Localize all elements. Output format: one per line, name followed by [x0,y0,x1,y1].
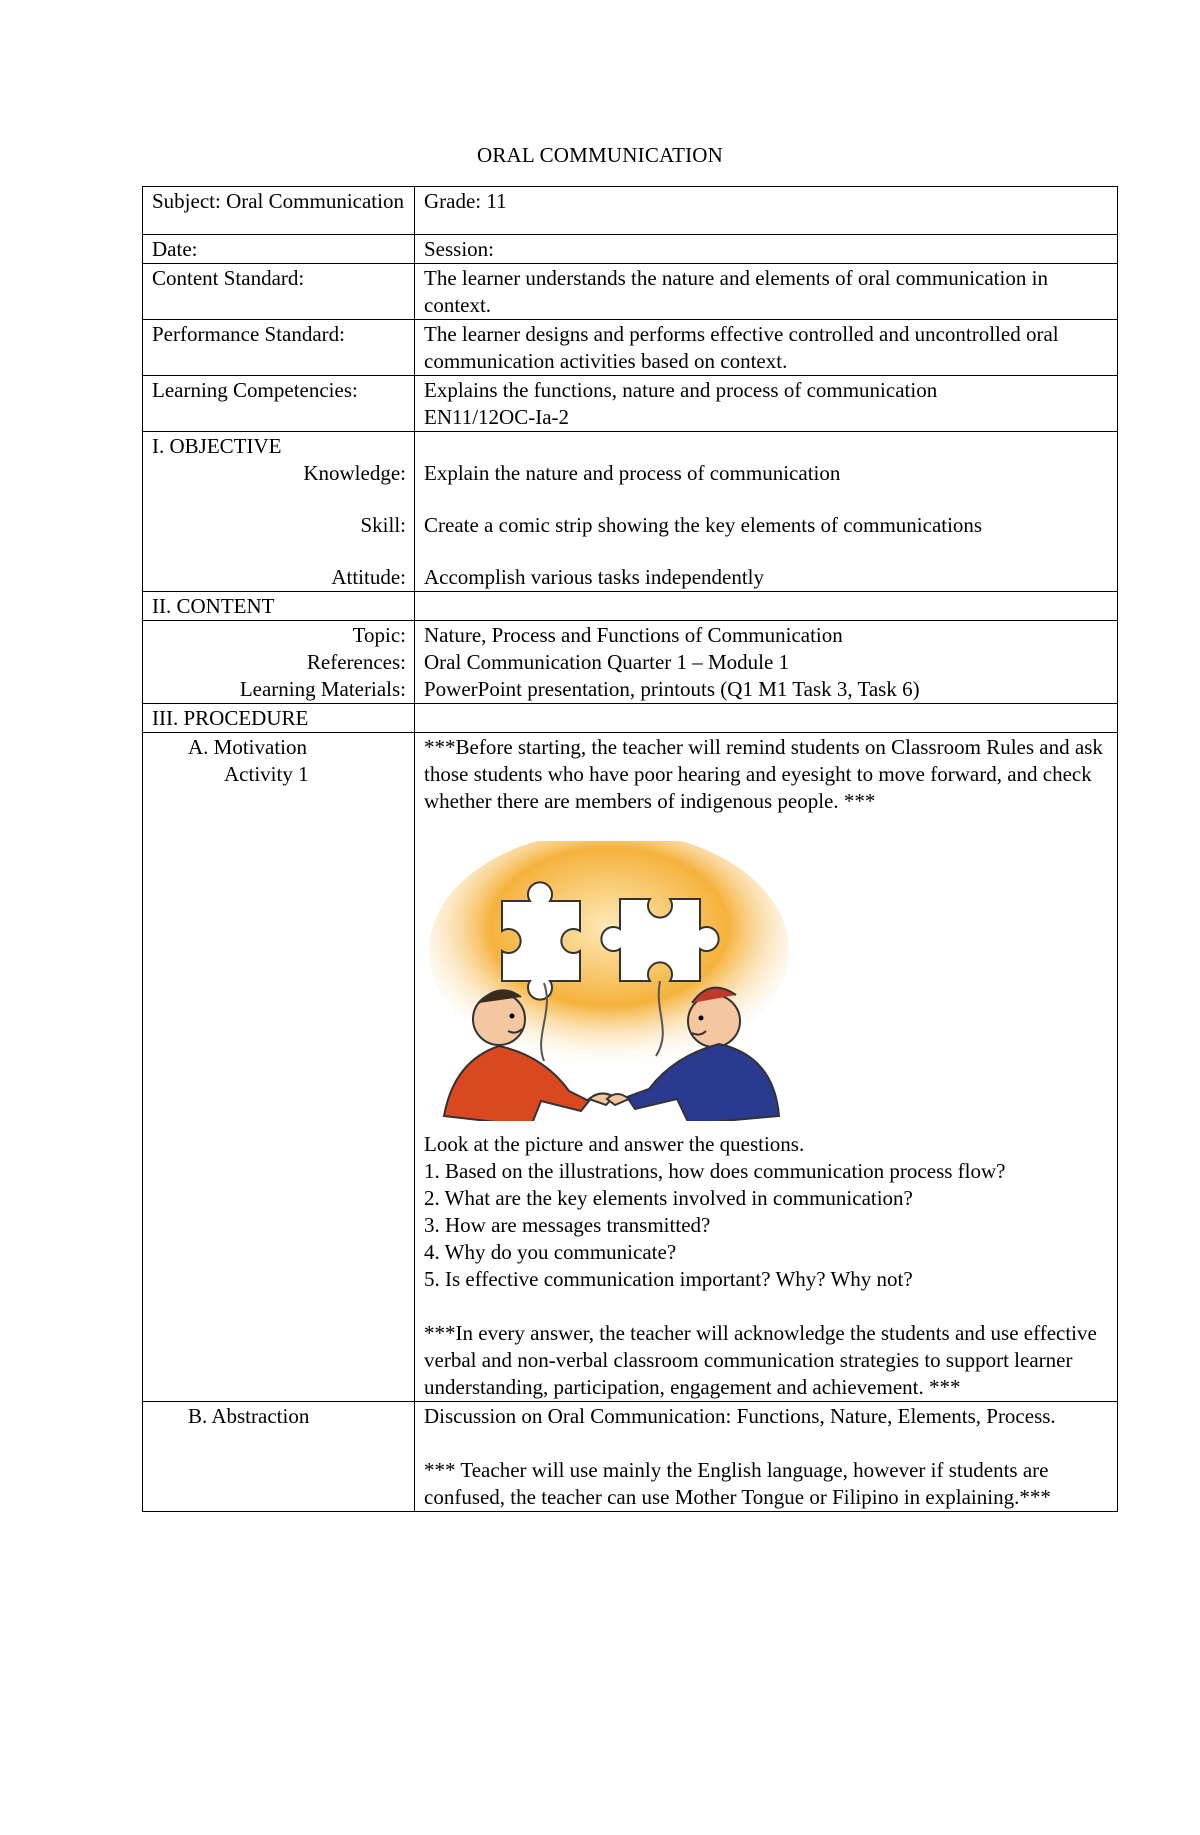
list-item-question-2: 2. What are the key elements involved in communication? [424,1186,913,1210]
answer-note: ***In every answer, the teacher will acknowledge the students and use effective verbal and non-verbal classroom communication strategies to support learner understanding, participation, engagement and achievement. *** [424,1321,1097,1399]
competencies-label: Learning Competencies: [143,376,415,432]
list-item-question-1: 1. Based on the illustrations, how does communication process flow? [424,1159,1006,1183]
materials-label: Learning Materials: [239,677,406,701]
skill-label: Skill: [360,513,406,537]
competencies-text: Explains the functions, nature and process of communication [424,378,938,402]
attitude-text: Accomplish various tasks independently [424,565,765,589]
knowledge-label: Knowledge: [303,461,406,485]
motivation-text-cell [415,733,1118,1402]
abstraction-label: B. Abstraction [188,1404,310,1428]
abstraction-label-cell [143,1402,415,1512]
objective-labels-cell [143,432,415,592]
table-row-performance-standard [143,320,1118,376]
competencies-code: EN11/12OC-Ia-2 [424,405,570,429]
materials-text: PowerPoint presentation, printouts (Q1 M1 Task 3, Task 6) [424,677,920,701]
list-item-question-5: 5. Is effective communication important? Why? Why not? [424,1267,913,1291]
abstraction-note: *** Teacher will use mainly the English language, however if students are confused, the teacher can use Mother Tongue or Filipino in explaining.*** [424,1458,1051,1509]
skill-text: Create a comic strip showing the key elements of communications [424,513,983,537]
content-heading-empty [415,592,1118,621]
subject-cell: Subject: Oral Communication [143,187,415,235]
attitude-label: Attitude: [331,565,406,589]
grade-cell: Grade: 11 [415,187,1118,235]
list-item-question-4: 4. Why do you communicate? [424,1240,677,1264]
date-cell: Date: [143,235,415,264]
table-row-motivation [143,733,1118,1402]
references-label: References: [306,650,406,674]
references-text: Oral Communication Quarter 1 – Module 1 [424,650,790,674]
lesson-plan-table [142,186,1118,1512]
puzzle-communication-illustration [424,841,794,1121]
performance-standard-label: Performance Standard: [143,320,415,376]
procedure-heading: III. PROCEDURE [143,704,415,733]
table-row-content-standard [143,264,1118,320]
table-row-procedure-heading [143,704,1118,733]
motivation-note: ***Before starting, the teacher will remind students on Classroom Rules and ask those students who have poor hearing and eyesight to move forward, and check whether there are members of indigenous people. *** [424,735,1103,813]
competencies-cell [415,376,1118,432]
activity-label: Activity 1 [224,762,309,786]
performance-standard-text: The learner designs and performs effective controlled and uncontrolled oral communication activities based on context. [415,320,1118,376]
table-row-competencies [143,376,1118,432]
table-row-subject [143,187,1118,235]
session-cell: Session: [415,235,1118,264]
topic-label: Topic: [352,623,406,647]
table-row-abstraction [143,1402,1118,1512]
content-standard-text: The learner understands the nature and elements of oral communication in context. [415,264,1118,320]
abstraction-text-cell [415,1402,1118,1512]
content-standard-label: Content Standard: [143,264,415,320]
table-row-content [143,621,1118,704]
list-item-question-3: 3. How are messages transmitted? [424,1213,711,1237]
objective-heading: I. OBJECTIVE [152,434,282,458]
knowledge-text: Explain the nature and process of communication [424,461,841,485]
objective-text-cell [415,432,1118,592]
procedure-heading-empty [415,704,1118,733]
table-row-content-heading [143,592,1118,621]
content-heading: II. CONTENT [143,592,415,621]
motivation-label: A. Motivation [188,735,307,759]
questions-intro: Look at the picture and answer the questions. [424,1132,805,1156]
table-row-date [143,235,1118,264]
page-title: ORAL COMMUNICATION [476,143,724,167]
content-text-cell [415,621,1118,704]
content-labels-cell [143,621,415,704]
abstraction-text: Discussion on Oral Communication: Functions, Nature, Elements, Process. [424,1404,1056,1428]
motivation-labels-cell [143,733,415,1402]
table-row-objective [143,432,1118,592]
topic-text: Nature, Process and Functions of Communication [424,623,843,647]
